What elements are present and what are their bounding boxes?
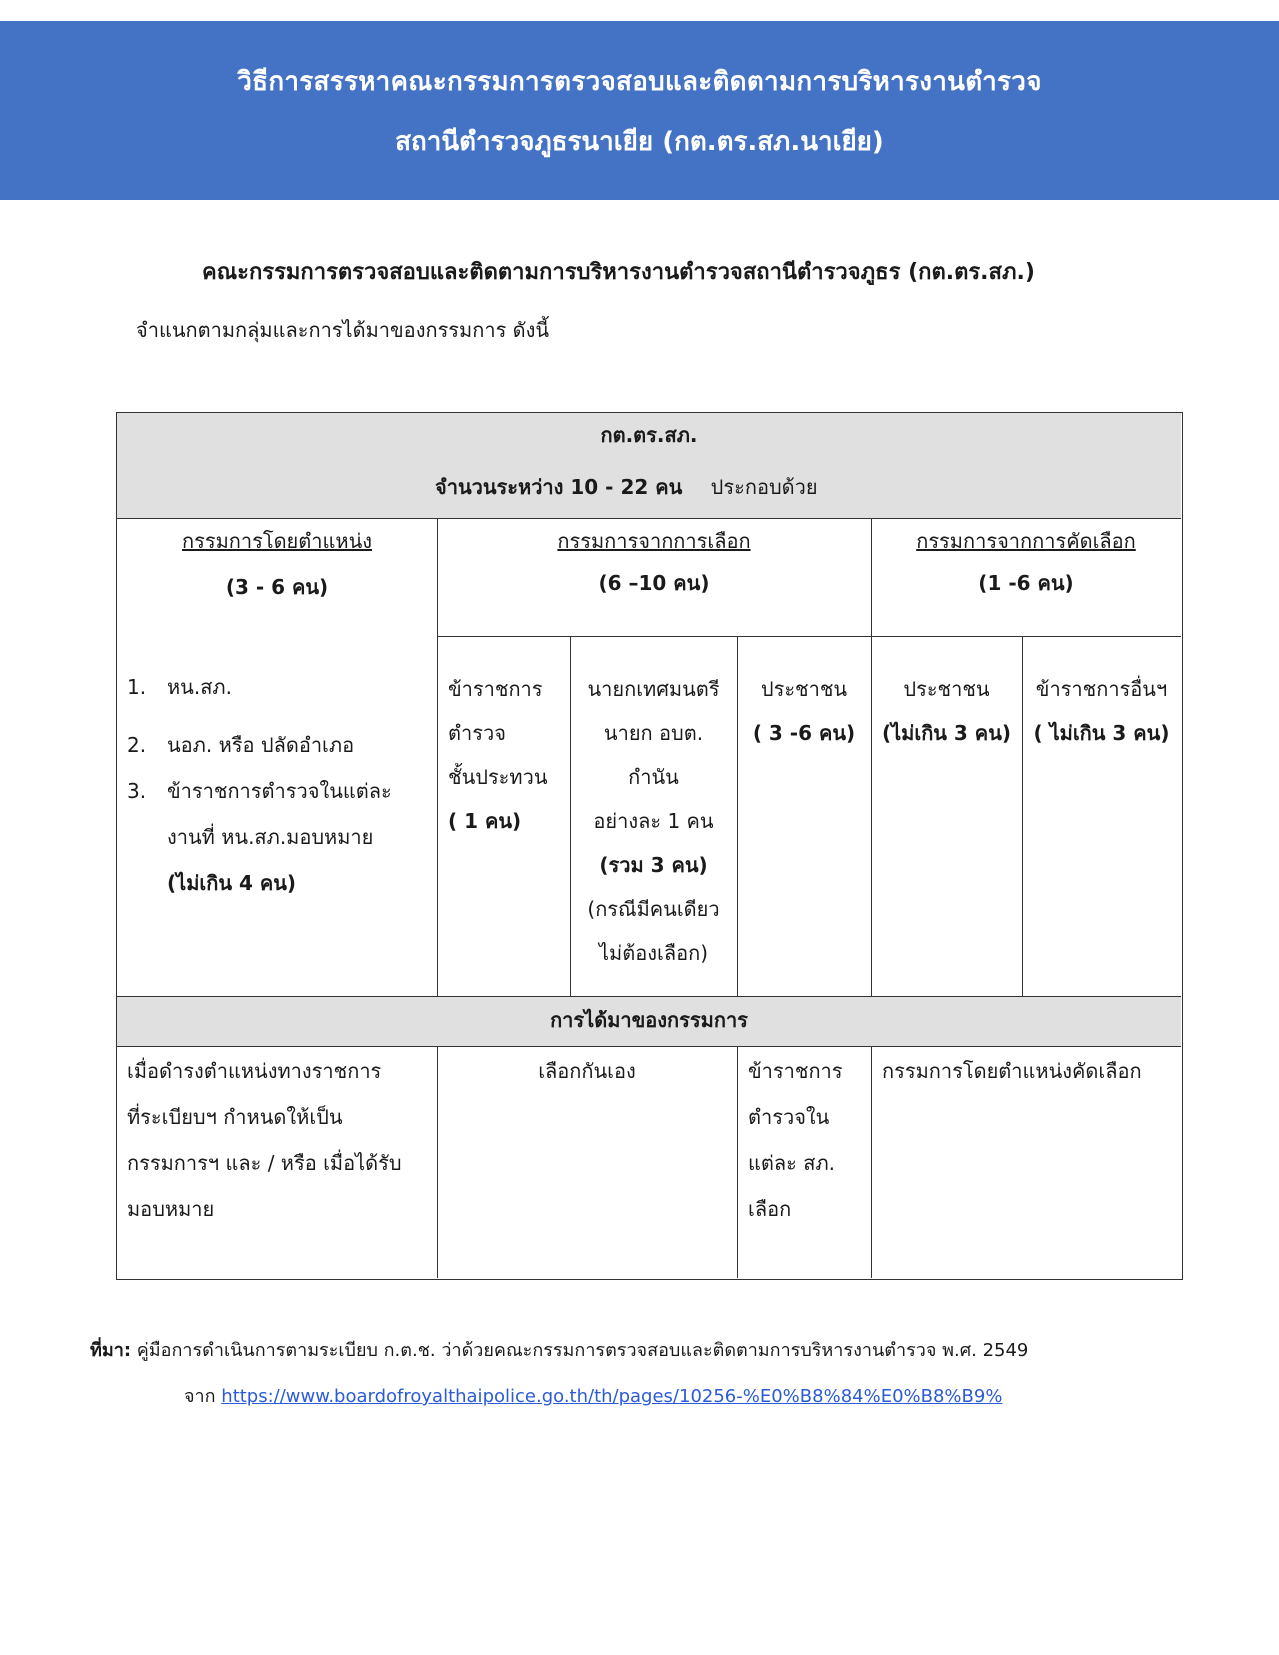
mayor-note-1: (กรณีมีคนเดียว — [587, 897, 720, 921]
acq-police-line: ข้าราชการ — [748, 1059, 843, 1083]
group-ex-officio-count: (3 - 6 คน) — [225, 575, 329, 599]
police-label-3: ชั้นประทวน — [448, 765, 548, 789]
acq-police-line: แต่ละ สภ. — [748, 1151, 835, 1175]
list-item-number: 3. — [127, 779, 147, 803]
group-elected-count: (6 –10 คน) — [598, 571, 710, 595]
source-citation — [90, 1335, 1028, 1364]
table-title: กต.ตร.สภ. — [600, 423, 698, 447]
source-link-line — [184, 1381, 1002, 1410]
acq-ex-officio-line: กรรมการฯ และ / หรือ เมื่อได้รับ — [127, 1151, 402, 1175]
source-url-link[interactable]: https://www.boardofroyalthaipolice.go.th/th/pages/10256-%E0%B8%84%E0%B8%B9% — [221, 1386, 1003, 1407]
row-divider — [437, 636, 1181, 637]
citizen-count: ( 3 -6 คน) — [752, 721, 856, 745]
group-selected-title: กรรมการจากการคัดเลือก — [916, 529, 1136, 553]
acq-police-line: เลือก — [748, 1197, 792, 1221]
member-count-suffix: ประกอบด้วย — [710, 475, 818, 499]
selected-citizen-count: (ไม่เกิน 3 คน) — [881, 721, 1012, 745]
source-label: ที่มา: — [90, 1340, 132, 1361]
acq-ex-officio-line: ที่ระเบียบฯ กำหนดให้เป็น — [127, 1105, 343, 1129]
acq-elect: เลือกกันเอง — [538, 1059, 636, 1083]
group-selected-count: (1 -6 คน) — [978, 571, 1074, 595]
acq-police-line: ตำรวจใน — [748, 1105, 830, 1129]
acq-ex-officio-line: เมื่อดำรงตำแหน่งทางราชการ — [127, 1059, 382, 1083]
police-count: ( 1 คน) — [448, 809, 522, 833]
committee-table — [116, 412, 1183, 1280]
group-ex-officio-title: กรรมการโดยตำแหน่ง — [181, 529, 373, 553]
list-item: นอภ. หรือ ปลัดอำเภอ — [167, 733, 355, 757]
banner-title-line2: สถานีตำรวจภูธรนาเยีย (กต.ตร.สภ.นาเยีย) — [395, 127, 884, 157]
acq-ex-officio-line: มอบหมาย — [127, 1197, 215, 1221]
selected-citizen-label: ประชาชน — [903, 677, 990, 701]
title-banner — [0, 21, 1279, 200]
acquisition-title: การได้มาของกรรมการ — [550, 1008, 748, 1032]
police-label-2: ตำรวจ — [448, 721, 506, 745]
mayor-total: (รวม 3 คน) — [599, 853, 708, 877]
mayor-label-4: อย่างละ 1 คน — [593, 809, 714, 833]
row-divider — [117, 996, 1181, 997]
mayor-label-1: นายกเทศมนตรี — [587, 677, 720, 701]
list-item: หน.สภ. — [167, 675, 232, 699]
list-item-continued: งานที่ หน.สภ.มอบหมาย — [167, 825, 374, 849]
section-subheading: จำแนกตามกลุ่มและการได้มาของกรรมการ ดังนี้ — [136, 318, 550, 342]
acq-select: กรรมการโดยตำแหน่งคัดเลือก — [882, 1059, 1142, 1083]
mayor-label-3: กำนัน — [628, 765, 679, 789]
column-divider — [737, 1046, 738, 1278]
column-divider — [871, 1046, 872, 1278]
list-item-note: (ไม่เกิน 4 คน) — [167, 871, 297, 895]
list-item-number: 1. — [127, 675, 147, 699]
selected-other-count: ( ไม่เกิน 3 คน) — [1033, 721, 1170, 745]
mayor-note-2: ไม่ต้องเลือก) — [598, 941, 709, 965]
row-divider — [117, 1046, 1181, 1047]
citizen-label: ประชาชน — [760, 677, 848, 701]
list-item-number: 2. — [127, 733, 147, 757]
selected-other-label: ข้าราชการอื่นฯ — [1035, 677, 1168, 701]
row-divider — [117, 518, 1181, 519]
section-heading: คณะกรรมการตรวจสอบและติดตามการบริหารงานตำรวจสถานีตำรวจภูธร (กต.ตร.สภ.) — [202, 260, 1035, 285]
banner-title-line1: วิธีการสรรหาคณะกรรมการตรวจสอบและติดตามการบริหารงานตำรวจ — [237, 67, 1042, 97]
list-item: ข้าราชการตำรวจในแต่ละ — [167, 779, 392, 803]
group-elected-title: กรรมการจากการเลือก — [557, 529, 751, 553]
table-member-count — [435, 473, 818, 501]
police-label-1: ข้าราชการ — [448, 677, 543, 701]
source-from: จาก — [184, 1386, 222, 1407]
source-text: คู่มือการดำเนินการตามระเบียบ ก.ต.ช. ว่าด้วยคณะกรรมการตรวจสอบและติดตามการบริหารงานตำรวจ พ.ศ. 2549 — [131, 1340, 1029, 1361]
member-count-text: จำนวนระหว่าง 10 - 22 คน — [435, 475, 683, 499]
mayor-label-2: นายก อบต. — [603, 721, 704, 745]
